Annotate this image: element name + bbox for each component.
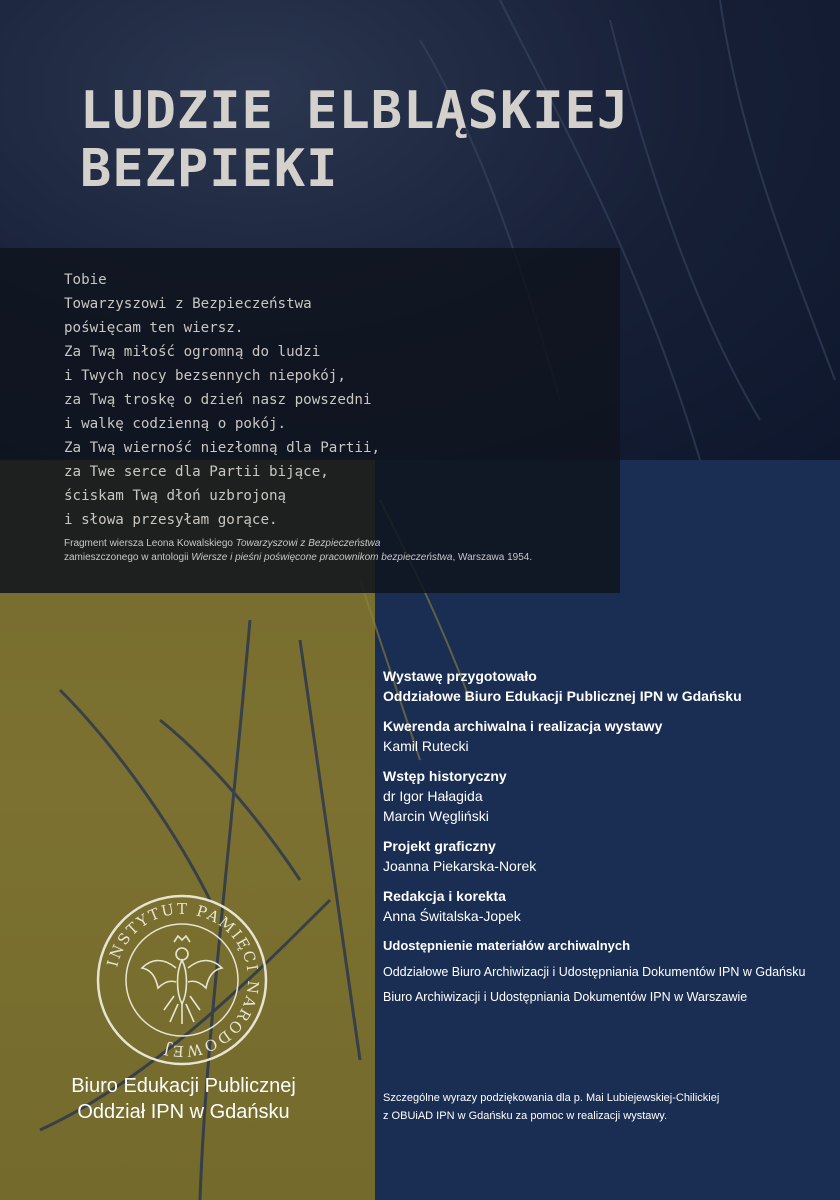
acknowledgement — [383, 1089, 823, 1125]
source-line-2 — [64, 551, 604, 565]
credit-value: Biuro Archiwizacji i Udostępniania Dokumentów IPN w Warszawie — [383, 990, 748, 1004]
poem-line: i walkę codzienną o pokój. — [64, 416, 287, 432]
poem-line: poświęcam ten wiersz. — [64, 320, 244, 336]
poem-line: ściskam Twą dłoń uzbrojoną — [64, 488, 287, 504]
credit-heading: Projekt graficzny — [383, 838, 496, 854]
source-text: Fragment wiersza Leona Kowalskiego — [64, 538, 236, 549]
credit-value: Joanna Piekarska-Norek — [383, 858, 537, 874]
credits-editing — [383, 886, 823, 926]
credits-design — [383, 836, 823, 876]
poem-line: za Twą troskę o dzień nasz powszedni — [64, 392, 372, 408]
source-line-1 — [64, 537, 604, 551]
title-line-2: BEZPIEKI — [80, 139, 339, 199]
credit-value: Oddziałowe Biuro Archiwizacji i Udostępniania Dokumentów IPN w Gdańsku — [383, 965, 806, 979]
poem-line: za Twe serce dla Partii bijące, — [64, 464, 329, 480]
credit-heading: Udostępnienie materiałów archiwalnych — [383, 938, 631, 953]
credit-value: Kamil Rutecki — [383, 738, 469, 754]
institution-line-1: Biuro Edukacji Publicznej — [71, 1075, 296, 1097]
title-line-1: LUDZIE ELBLĄSKIEJ — [80, 81, 630, 141]
credit-heading: Wystawę przygotowało — [383, 668, 537, 684]
poem-line: i Twych nocy bezsennych niepokój, — [64, 368, 346, 384]
poem-line: i słowa przesyłam gorące. — [64, 512, 278, 528]
credit-value: dr Igor Hałagida — [383, 788, 483, 804]
ipn-seal-logo — [94, 892, 270, 1068]
acknowledgement-line: Szczególne wyrazy podziękowania dla p. Mai Lubiejewskiej-Chilickiej — [383, 1092, 720, 1104]
source-text: , Warszawa 1954. — [452, 552, 533, 563]
poem-line: Za Twą wierność niezłomną dla Partii, — [64, 440, 381, 456]
eagle-emblem-icon — [142, 936, 222, 1024]
credit-value: Marcin Węgliński — [383, 808, 489, 824]
exhibition-title — [80, 82, 629, 198]
poem — [64, 268, 604, 532]
institution-line-2: Oddział IPN w Gdańsku — [77, 1101, 290, 1123]
seal-ring-text: INSTYTUT PAMIĘCI NARODOWEJ — [103, 899, 263, 1061]
credit-heading: Wstęp historyczny — [383, 768, 507, 784]
acknowledgement-line: z OBUiAD IPN w Gdańsku za pomoc w realizacji wystawy. — [383, 1110, 668, 1122]
poem-line: Tobie — [64, 272, 107, 288]
source-text: zamieszczonego w antologii — [64, 552, 192, 563]
poem-source-note — [64, 537, 604, 565]
credits — [383, 666, 823, 1016]
credits-prepared — [383, 666, 823, 706]
source-anthology-title: Wiersze i pieśni poświęcone pracownikom bezpieczeństwa — [191, 552, 453, 563]
credits-research — [383, 716, 823, 756]
institution-name — [0, 1073, 367, 1125]
poem-line: Za Twą miłość ogromną do ludzi — [64, 344, 321, 360]
source-poem-title: Towarzyszowi z Bezpieczeństwa — [235, 538, 381, 549]
poem-line: Towarzyszowi z Bezpieczeństwa — [64, 296, 312, 312]
credits-archives — [383, 936, 823, 1006]
credit-value: Anna Świtalska-Jopek — [383, 908, 521, 924]
credit-heading: Redakcja i korekta — [383, 888, 506, 904]
credit-heading: Kwerenda archiwalna i realizacja wystawy — [383, 718, 663, 734]
credits-intro — [383, 766, 823, 826]
credit-value: Oddziałowe Biuro Edukacji Publicznej IPN w Gdańsku — [383, 688, 742, 704]
